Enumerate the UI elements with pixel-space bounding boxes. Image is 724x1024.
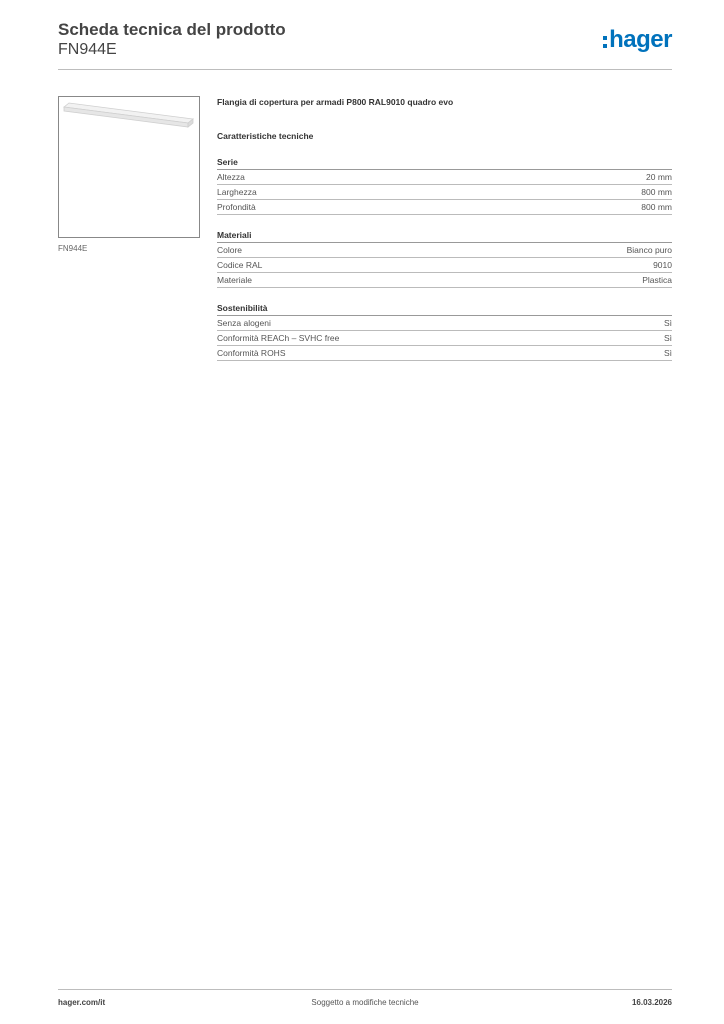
- section-title: Sostenibilità: [217, 302, 672, 316]
- spec-value: Bianco puro: [626, 245, 672, 255]
- spec-label: Larghezza: [217, 187, 257, 197]
- spec-row: [217, 170, 672, 185]
- page-header: [58, 20, 672, 60]
- header-divider: [58, 69, 672, 70]
- spec-row: [217, 346, 672, 361]
- logo-text: hager: [609, 26, 672, 53]
- spec-label: Codice RAL: [217, 260, 263, 270]
- spec-value: Sì: [663, 333, 672, 343]
- spec-value: Plastica: [642, 275, 672, 285]
- footer-website-link[interactable]: hager.com/it: [58, 998, 106, 1007]
- spec-label: Materiale: [217, 275, 252, 285]
- section-materiali: [217, 229, 672, 288]
- spec-row: [217, 258, 672, 273]
- section-serie: [217, 156, 672, 215]
- spec-label: Colore: [217, 245, 243, 255]
- spec-label: Altezza: [217, 172, 245, 182]
- spec-row: [217, 273, 672, 288]
- spec-value: 9010: [653, 260, 672, 270]
- spec-value: 20 mm: [646, 172, 672, 182]
- spec-value: 800 mm: [641, 187, 672, 197]
- hager-logo[interactable]: [603, 28, 672, 52]
- product-name: Flangia di copertura per armadi P800 RAL9010 quadro evo: [217, 97, 454, 107]
- cover-flange-illustration: [59, 97, 199, 237]
- footer-note: Soggetto a modifiche tecniche: [311, 998, 419, 1007]
- footer-date: 16.03.2026: [631, 998, 672, 1007]
- spec-label: Conformità ROHS: [217, 348, 286, 358]
- section-title: Serie: [217, 156, 672, 170]
- spec-row: [217, 316, 672, 331]
- section-sostenibilita: [217, 302, 672, 361]
- spec-row: [217, 185, 672, 200]
- characteristics-heading: Caratteristiche tecniche: [217, 131, 314, 141]
- product-details: [217, 96, 672, 361]
- image-caption: FN944E: [58, 244, 88, 253]
- product-code: FN944E: [58, 41, 117, 58]
- spec-row: [217, 243, 672, 258]
- spec-value: 800 mm: [641, 202, 672, 212]
- spec-label: Senza alogeni: [217, 318, 271, 328]
- spec-label: Conformità REACh – SVHC free: [217, 333, 340, 343]
- spec-row: [217, 331, 672, 346]
- product-image: [58, 96, 200, 238]
- logo-dots-icon: [603, 36, 607, 48]
- spec-label: Profondità: [217, 202, 256, 212]
- spec-value: Sì: [663, 318, 672, 328]
- page-title: Scheda tecnica del prodotto: [58, 20, 286, 39]
- section-title: Materiali: [217, 229, 672, 243]
- footer-divider: [58, 989, 672, 990]
- spec-value: Sì: [663, 348, 672, 358]
- spec-row: [217, 200, 672, 215]
